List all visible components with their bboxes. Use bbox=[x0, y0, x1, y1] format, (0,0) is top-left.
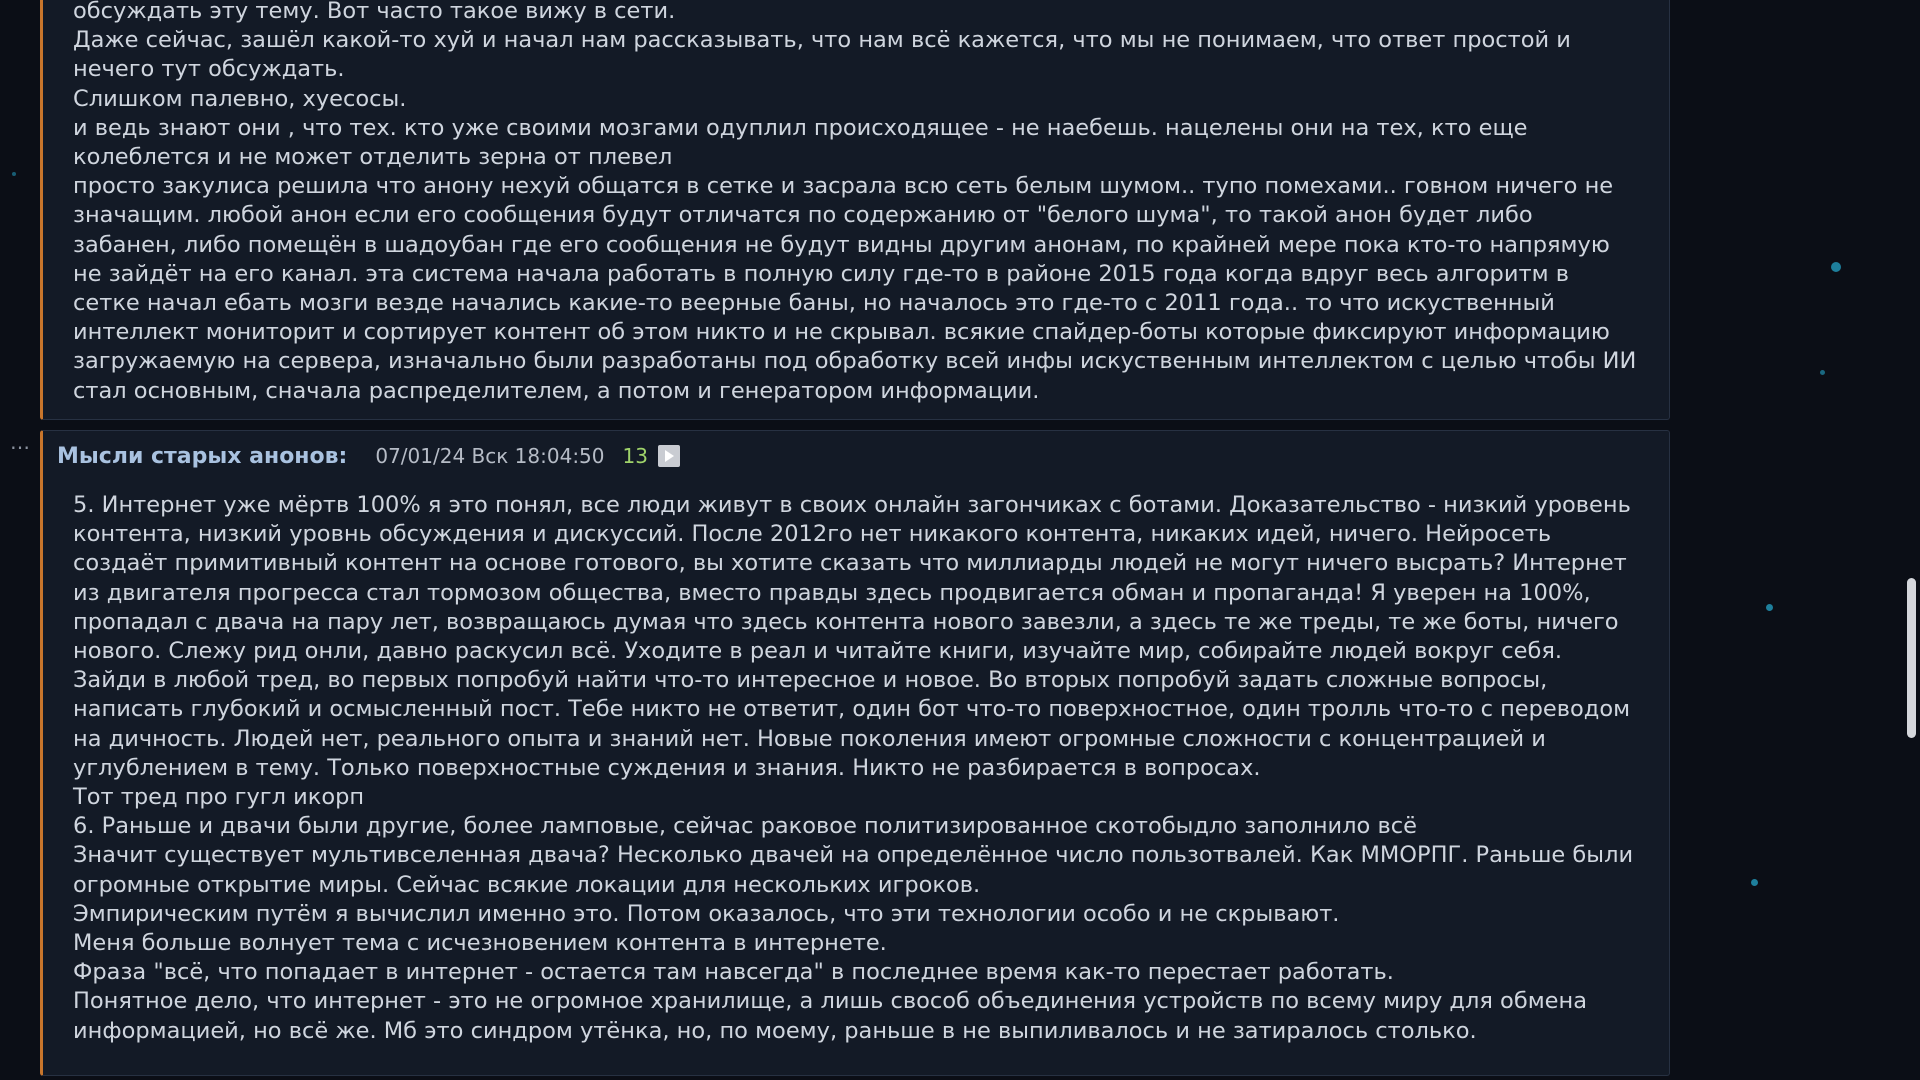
post-line: и ведь знают они , что тех. кто уже своими мозгами одуплил происходящее - не наебешь. нацелены они на тех, кто еще колеблется и не может отделить зерна от плевел bbox=[73, 114, 1528, 171]
post-body bbox=[73, 491, 1639, 1046]
post-author: Мысли старых анонов: bbox=[57, 443, 348, 469]
post-line: Значит существует мультивселенная двача? Несколько двачей на определённое число пользотвалей. Как ММОРПГ. Раньше были огромные открытие миры. Сейчас всякие локации для нескольких игроков. bbox=[73, 842, 1634, 898]
post-header bbox=[57, 439, 680, 473]
post-number[interactable]: 13 bbox=[622, 444, 648, 468]
post-line: Фраза "всё, что попадает в интернет - остается там навсегда" в последнее время как-то перестает работать. bbox=[73, 959, 1394, 986]
particle bbox=[1820, 370, 1825, 375]
post-line: 5. Интернет уже мёртв 100% я это понял, все люди живут в своих онлайн загончиках с ботами. Доказательство - низкий уровень контента, низкий уровнь обсуждения и дискуссий. После 2012го нет никакого контента, никаких идей, ничего. Нейросеть создаёт примитивный контент на основе готового, вы хотите сказать что миллиарды людей не могут ничего высрать? Интернет из двигателя прогресса стал тормозом общества, вместо правды здесь продвигается обман и пропаганда! Я уверен на 100%, пропадал с двача на пару лет, возвращаюсь думая что здесь контента нового завезли, а здесь те же треды, те же боты, ничего нового. Слежу рид онли, давно раскусил всё. Уходите в реал и читайте книги, изучайте мир, собирайте людей вокруг себя. bbox=[73, 492, 1631, 665]
play-icon[interactable] bbox=[658, 445, 680, 467]
post-line: Слишком палевно, хуесосы. bbox=[73, 85, 407, 112]
post bbox=[40, 430, 1670, 1076]
scrollbar-track[interactable] bbox=[1903, 0, 1920, 1080]
scrollbar-thumb[interactable] bbox=[1907, 578, 1916, 738]
particle bbox=[12, 172, 16, 176]
post-line: Даже сейчас, зашёл какой-то хуй и начал нам рассказывать, что нам всё кажется, что мы не понимаем, что ответ простой и нечего тут обсуждать. bbox=[73, 27, 1571, 83]
post-line: Меня больше волнует тема с исчезновением контента в интернете. bbox=[73, 930, 887, 957]
post-line: Эмпирическим путём я вычислил именно это. Потом оказалось, что эти технологии особо и не скрывают. bbox=[73, 900, 1340, 927]
particle bbox=[1766, 604, 1773, 611]
more-icon[interactable]: … bbox=[10, 430, 31, 454]
post-line: просто закулиса решила что анону нехуй общатся в сетке и засрала всю сеть белым шумом.. тупо помехами.. говном ничего не значащим. любой анон если его сообщения будут отличатся по содержанию от "белого шума", то такой анон будет либо забанен, либо помещён в шадоубан где его сообщения не будут видны другим анонам, по крайней мере пока кто-то напрямую не зайдёт на его канал. эта система начала работать в полную силу где-то в районе 2015 года когда вдруг весь алгоритм в сетке начал ебать мозги везде начались какие-то веерные баны, но началось это где-то с 2011 года.. то что искуственный интеллект мониторит и сортирует контент об этом никто и не скрывал. всякие спайдер-боты которые фиксируют информацию загружаемую на сервера, изначально были разработаны под обработку всей инфы искуственным интеллектом с целью чтобы ИИ стал основным, сначала распределителем, а потом и генератором информации. bbox=[73, 173, 1637, 404]
post-line: Зайди в любой тред, во первых попробуй найти что-то интересное и новое. Во вторых попробуй задать сложные вопросы, написать глубокий и осмысленный пост. Тебе никто не ответит, один бот что-то поверхностное, один тролль что-то с переводом на дичность. Людей нет, реального опыта и знаний нет. Новые поколения имеют огромные сложности с концентрацией и углублением в тему. Только поверхностные суждения и знания. Никто не разбирается в вопросах. bbox=[73, 667, 1631, 781]
post-line: Понятное дело, что интернет - это не огромное хранилище, а лишь свособ объединения устройств по всему миру для обмена информацией, но всё же. Мб это синдром утёнка, но, по моему, раньше в не выпиливалось и не затиралось столько. bbox=[73, 988, 1588, 1044]
post-line: Тот тред про гугл икорп bbox=[73, 784, 365, 811]
particle bbox=[1831, 262, 1841, 272]
particle bbox=[1751, 879, 1758, 886]
previous-post-body bbox=[73, 0, 1639, 406]
previous-post bbox=[40, 0, 1670, 420]
post-line: обсуждать эту тему. Вот часто такое вижу в сети. bbox=[73, 0, 676, 24]
post-line: 6. Раньше и двачи были другие, более ламповые, сейчас раковое политизированное скотобыдло заполнило всё bbox=[73, 813, 1417, 840]
post-date: 07/01/24 Вск 18:04:50 bbox=[375, 444, 605, 468]
